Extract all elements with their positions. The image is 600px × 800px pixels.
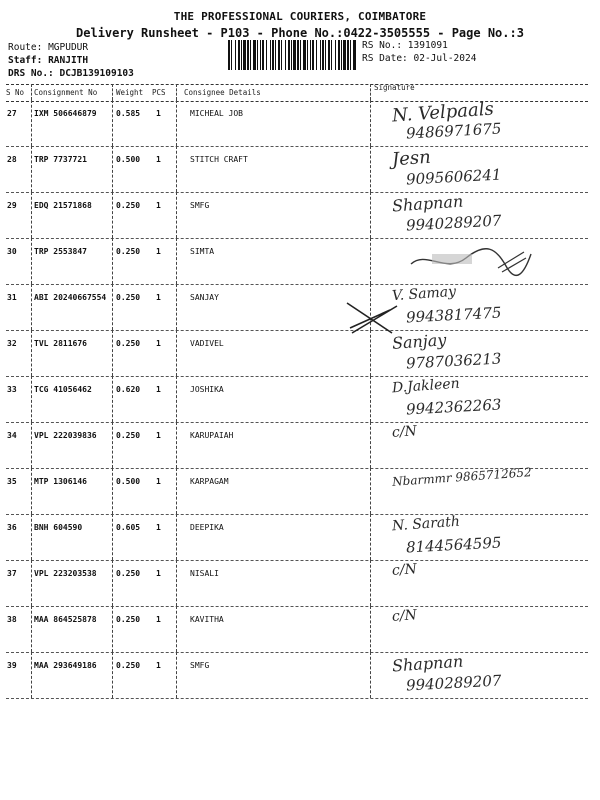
pcs-cell: 1 [156, 477, 161, 486]
table-row [6, 422, 588, 469]
consignment-cell: ABI 20240667554 [34, 293, 107, 302]
pcs-cell: 1 [156, 523, 161, 532]
col-divider [176, 514, 177, 560]
col-divider [31, 468, 32, 514]
consignment-cell: MAA 864525878 [34, 615, 97, 624]
weight-cell: 0.250 [116, 569, 141, 578]
col-divider [112, 284, 113, 330]
col-divider [370, 422, 371, 468]
col-divider [112, 84, 113, 100]
consignee-cell: KARPAGAM [190, 477, 229, 486]
col-divider [370, 376, 371, 422]
consignee-cell: SANJAY [190, 293, 219, 302]
weight-cell: 0.250 [116, 293, 141, 302]
drs-label: DRS No.: [8, 68, 54, 79]
weight-cell: 0.250 [116, 247, 141, 256]
pcs-cell: 1 [156, 201, 161, 210]
col-divider [176, 284, 177, 330]
col-consignment: Consignment No [34, 88, 98, 97]
col-divider [176, 330, 177, 376]
col-divider [370, 514, 371, 560]
col-divider [370, 238, 371, 284]
col-sno: S No [6, 88, 25, 97]
drs-value: DCJB139109103 [59, 68, 134, 79]
sno-cell: 37 [7, 569, 17, 578]
col-divider [112, 100, 113, 146]
sno-cell: 29 [7, 201, 17, 210]
signature-phone: 9940289207 [405, 671, 502, 695]
col-divider [31, 238, 32, 284]
col-divider [370, 100, 371, 146]
weight-cell: 0.620 [116, 385, 141, 394]
route-label: Route: [8, 42, 43, 53]
table-row [6, 238, 588, 285]
consignee-cell: KAVITHA [190, 615, 224, 624]
col-divider [31, 422, 32, 468]
sno-cell: 32 [7, 339, 17, 348]
table-row [6, 284, 588, 331]
signature-name: Sanjay [391, 330, 447, 353]
signature-name: Nbarmmr 9865712652 [391, 465, 533, 489]
pcs-cell: 1 [156, 569, 161, 578]
col-divider [112, 330, 113, 376]
sno-cell: 34 [7, 431, 17, 440]
col-divider [31, 100, 32, 146]
col-signature: Signature [374, 83, 415, 92]
weight-cell: 0.250 [116, 201, 141, 210]
sno-cell: 39 [7, 661, 17, 670]
pcs-cell: 1 [156, 339, 161, 348]
weight-cell: 0.250 [116, 431, 141, 440]
col-divider [112, 606, 113, 652]
col-divider [31, 514, 32, 560]
consignee-cell: SMFG [190, 201, 210, 210]
table-row [6, 330, 588, 377]
consignee-cell: DEEPIKA [190, 523, 224, 532]
rs-no-label: RS No.: [362, 40, 403, 51]
barcode [228, 40, 356, 70]
pcs-cell: 1 [156, 431, 161, 440]
staff-label: Staff: [8, 55, 43, 66]
sno-cell: 28 [7, 155, 17, 164]
consignee-cell: STITCH CRAFT [190, 155, 248, 164]
consignment-cell: EDQ 21571868 [34, 201, 92, 210]
col-divider [176, 468, 177, 514]
consignment-cell: TRP 2553847 [34, 247, 87, 256]
table-row [6, 100, 588, 147]
consignment-cell: VPL 223203538 [34, 569, 97, 578]
consignee-cell: MICHEAL JOB [190, 109, 243, 118]
col-divider [112, 652, 113, 698]
signature-name: Shapnan [391, 191, 464, 216]
weight-cell: 0.250 [116, 615, 141, 624]
rs-date-value: 02-Jul-2024 [413, 53, 477, 64]
col-divider [176, 560, 177, 606]
consignee-cell: VADIVEL [190, 339, 224, 348]
weight-cell: 0.250 [116, 339, 141, 348]
col-divider [112, 422, 113, 468]
signature-phone: 8144564595 [405, 533, 502, 557]
table-row [6, 514, 588, 561]
col-divider [176, 606, 177, 652]
pcs-cell: 1 [156, 385, 161, 394]
pcs-cell: 1 [156, 109, 161, 118]
rs-no-line [362, 40, 448, 51]
table-row [6, 606, 588, 653]
col-weight: Weight [116, 88, 144, 97]
consignment-cell: IXM 506646879 [34, 109, 97, 118]
col-divider [370, 84, 371, 100]
signature-phone: 9940289207 [405, 211, 502, 235]
table-row [6, 376, 588, 423]
signature-phone: 9486971675 [405, 119, 502, 143]
col-divider [176, 192, 177, 238]
signature-scribble [406, 244, 536, 282]
signature-name: D.Jakleen [391, 375, 461, 397]
route-value: MGPUDUR [48, 42, 89, 53]
runsheet-title: Delivery Runsheet - P103 - Phone No.:0422-3505555 - Page No.:3 [76, 26, 524, 40]
col-divider [370, 192, 371, 238]
drs-line [8, 68, 134, 79]
weight-cell: 0.250 [116, 661, 141, 670]
weight-cell: 0.500 [116, 477, 141, 486]
signature-name: c/N [391, 607, 418, 625]
consignment-cell: MAA 293649186 [34, 661, 97, 670]
signature-phone: 9943817475 [405, 303, 502, 327]
col-divider [31, 84, 32, 100]
col-divider [370, 468, 371, 514]
col-divider [176, 100, 177, 146]
table-row [6, 465, 588, 515]
table-row [6, 192, 588, 239]
signature-name: V. Samay [391, 283, 457, 305]
weight-cell: 0.500 [116, 155, 141, 164]
pcs-cell: 1 [156, 293, 161, 302]
rs-date-label: RS Date: [362, 53, 408, 64]
col-divider [31, 330, 32, 376]
col-divider [370, 560, 371, 606]
signature-name: N. Velpaals [391, 98, 495, 127]
col-divider [31, 192, 32, 238]
consignee-cell: SIMTA [190, 247, 215, 256]
col-divider [176, 652, 177, 698]
col-divider [112, 468, 113, 514]
consignment-cell: VPL 222039836 [34, 431, 97, 440]
col-divider [370, 146, 371, 192]
consignment-cell: TVL 2811676 [34, 339, 87, 348]
sno-cell: 36 [7, 523, 17, 532]
pcs-cell: 1 [156, 661, 161, 670]
sno-cell: 27 [7, 109, 17, 118]
signature-name: Shapnan [391, 651, 464, 676]
signature-name: c/N [391, 561, 418, 579]
col-divider [31, 376, 32, 422]
sno-cell: 31 [7, 293, 17, 302]
consignee-cell: NISALI [190, 569, 219, 578]
consignment-cell: BNH 604590 [34, 523, 83, 532]
pcs-cell: 1 [156, 247, 161, 256]
signature-name: N. Sarath [391, 513, 461, 535]
col-divider [112, 560, 113, 606]
col-divider [112, 238, 113, 284]
sno-cell: 38 [7, 615, 17, 624]
signature-phone: 9095606241 [405, 165, 502, 189]
sno-cell: 30 [7, 247, 17, 256]
col-pcs: PCS [152, 88, 166, 97]
table-row [6, 146, 588, 193]
staff-value: RANJITH [48, 55, 89, 66]
pcs-cell: 1 [156, 155, 161, 164]
signature-phone: 9787036213 [405, 349, 502, 373]
col-divider [31, 652, 32, 698]
col-divider [112, 146, 113, 192]
rs-no-value: 1391091 [407, 40, 448, 51]
pcs-cell: 1 [156, 615, 161, 624]
col-divider [176, 146, 177, 192]
col-divider [370, 606, 371, 652]
consignment-cell: TCG 41056462 [34, 385, 92, 394]
signature-name: c/N [391, 423, 418, 441]
col-divider [112, 376, 113, 422]
sno-cell: 35 [7, 477, 17, 486]
table-row [6, 560, 588, 607]
consignment-cell: MTP 1306146 [34, 477, 87, 486]
consignment-cell: TRP 7737721 [34, 155, 87, 164]
staff-line [8, 55, 88, 66]
col-divider [176, 376, 177, 422]
col-divider [31, 146, 32, 192]
table-row [6, 652, 588, 699]
sno-cell: 33 [7, 385, 17, 394]
rs-date-line [362, 53, 476, 64]
col-divider [31, 560, 32, 606]
signature-name: Jesn [391, 146, 432, 171]
company-title: THE PROFESSIONAL COURIERS, COIMBATORE [173, 10, 427, 23]
route-line [8, 42, 88, 53]
col-consignee: Consignee Details [184, 88, 261, 97]
col-divider [176, 422, 177, 468]
weight-cell: 0.585 [116, 109, 141, 118]
col-divider [31, 284, 32, 330]
consignee-cell: JOSHIKA [190, 385, 224, 394]
col-divider [370, 652, 371, 698]
col-divider [112, 192, 113, 238]
consignee-cell: SMFG [190, 661, 210, 670]
weight-cell: 0.605 [116, 523, 141, 532]
col-divider [112, 514, 113, 560]
col-divider [176, 238, 177, 284]
col-divider [31, 606, 32, 652]
consignee-cell: KARUPAIAH [190, 431, 234, 440]
col-divider [370, 330, 371, 376]
col-divider [176, 84, 177, 100]
signature-phone: 9942362263 [405, 395, 502, 419]
